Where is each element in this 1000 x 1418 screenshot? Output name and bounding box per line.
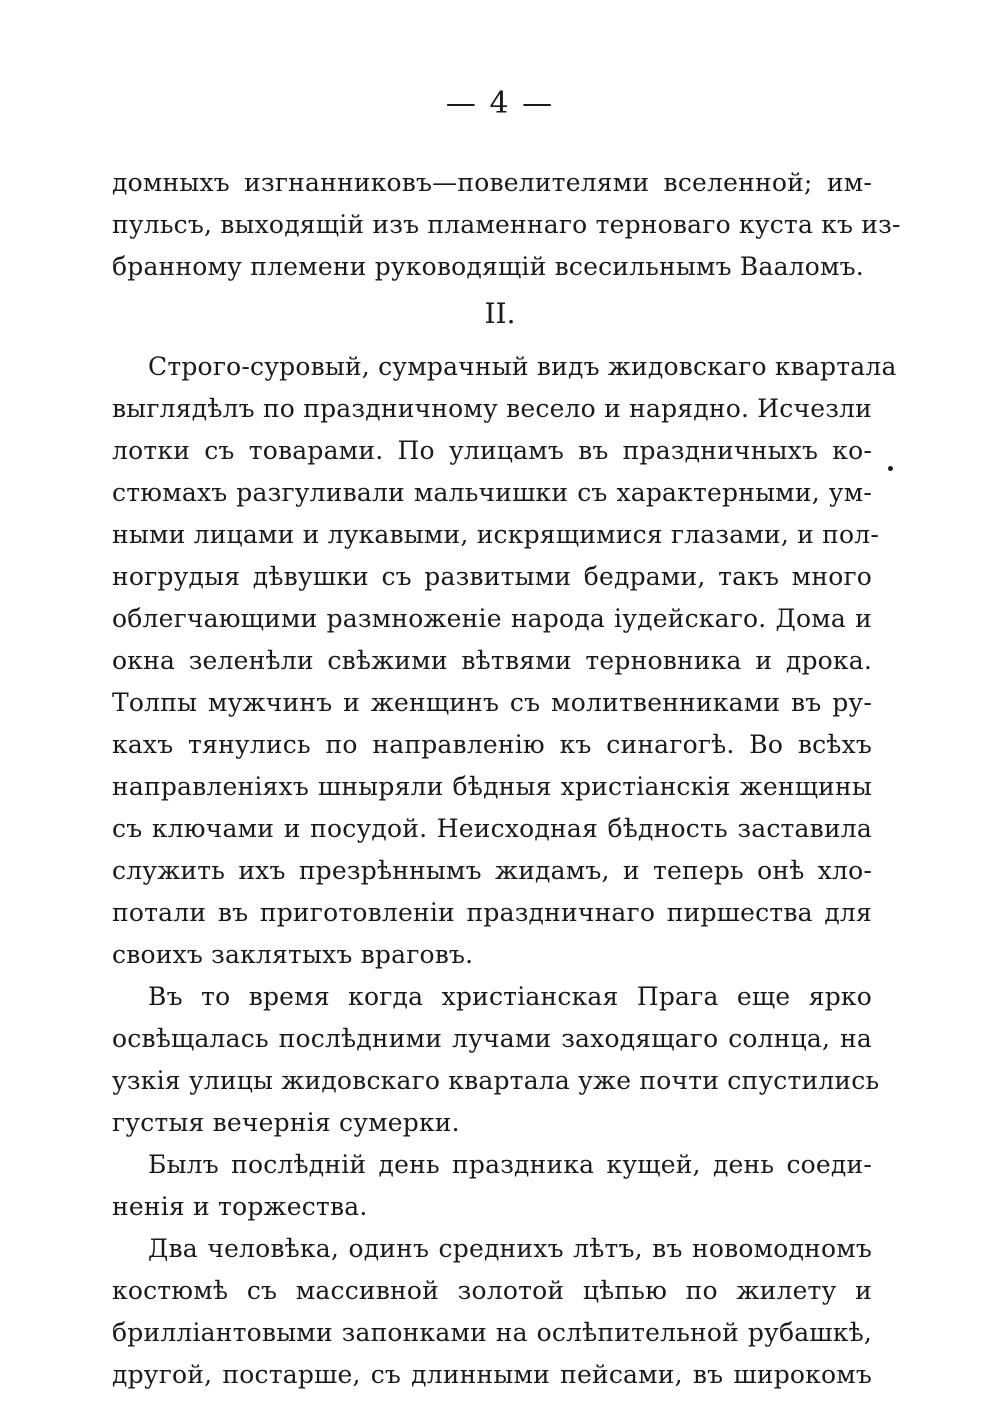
text-line: лотки съ товарами. По улицамъ въ праздничныхъ ко- xyxy=(112,436,872,465)
text-line: Въ то время когда христіанская Прага еще ярко xyxy=(148,982,872,1011)
text-line: направленіяхъ шныряли бѣдныя христіанскія женщины xyxy=(112,772,872,801)
text-line: служить ихъ презрѣннымъ жидамъ, и теперь онѣ хло- xyxy=(112,856,872,885)
text-line: съ ключами и посудой. Неисходная бѣдность заставила xyxy=(112,814,872,843)
text-line: Два человѣка, одинъ среднихъ лѣтъ, въ новомодномъ xyxy=(148,1234,872,1263)
text-line: ными лицами и лукавыми, искрящимися глазами, и пол- xyxy=(112,520,879,549)
page-number: — 4 — xyxy=(445,86,555,121)
text-line: брилліантовыми запонками на ослѣпительной рубашкѣ, xyxy=(112,1318,872,1347)
text-line: своихъ заклятыхъ враговъ. xyxy=(112,940,474,969)
text-line: бранному племени руководящій всесильнымъ Вааломъ. xyxy=(112,252,864,281)
text-line: кахъ тянулись по направленію къ синагогѣ. Во всѣхъ xyxy=(112,730,872,759)
section-body xyxy=(112,346,897,1396)
text-line: ненія и торжества. xyxy=(112,1192,368,1221)
section-heading: II. xyxy=(484,297,516,330)
text-line: костюмѣ съ массивной золотой цѣпью по жилету и xyxy=(112,1276,872,1305)
text-line: Толпы мужчинъ и женщинъ съ молитвенниками въ ру- xyxy=(112,688,872,717)
text-line: выглядѣлъ по праздничному весело и нарядно. Исчезли xyxy=(112,394,872,423)
text-line: стюмахъ разгуливали мальчишки съ характерными, ум- xyxy=(112,478,872,507)
text-line: пульсъ, выходящій изъ пламеннаго терноваго куста къ из- xyxy=(112,210,901,239)
continued-paragraph xyxy=(112,162,901,288)
text-line: освѣщалась послѣдними лучами заходящаго солнца, на xyxy=(112,1024,872,1053)
text-line: потали въ приготовленіи праздничнаго пиршества для xyxy=(112,898,872,927)
text-line: узкія улицы жидовскаго квартала уже почти спустились xyxy=(112,1066,880,1095)
text-line: другой, постарше, съ длинными пейсами, въ широкомъ xyxy=(112,1360,872,1389)
text-line: густыя вечернія сумерки. xyxy=(112,1108,460,1137)
ink-speck xyxy=(888,466,893,471)
text-line: ногрудыя дѣвушки съ развитыми бедрами, такъ много xyxy=(112,562,872,591)
text-line: Былъ послѣдній день праздника кущей, день соеди- xyxy=(148,1150,872,1179)
text-line: облегчающими размноженіе народа іудейскаго. Дома и xyxy=(112,604,872,633)
text-line: Строго-суровый, сумрачный видъ жидовскаго квартала xyxy=(148,352,897,381)
text-line: окна зеленѣли свѣжими вѣтвями терновника и дрока. xyxy=(112,646,872,675)
text-line: домныхъ изгнанниковъ—повелителями вселенной; им- xyxy=(112,168,872,197)
